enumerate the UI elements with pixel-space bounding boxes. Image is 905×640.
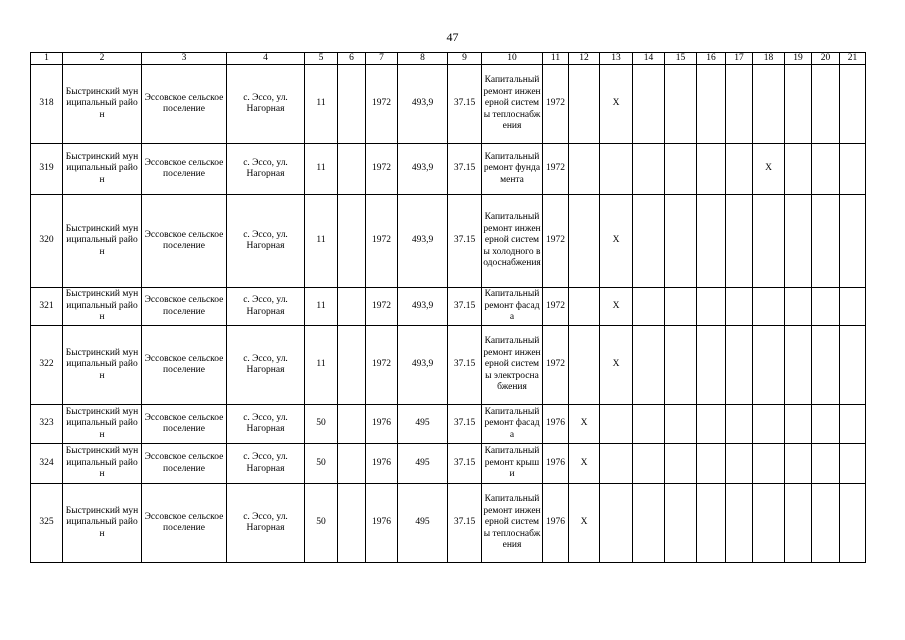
mark-cell-col21: [840, 195, 866, 288]
mark-cell-col19: [785, 326, 812, 405]
col11-cell: 1972: [543, 65, 569, 144]
mark-cell-col15: [665, 484, 697, 563]
col9-cell: 37.15: [448, 326, 482, 405]
row-number: 321: [31, 288, 63, 326]
col5-cell: 50: [305, 484, 338, 563]
mark-cell-col18: [753, 484, 785, 563]
mark-cell-col16: [697, 484, 726, 563]
col9-cell: 37.15: [448, 65, 482, 144]
mark-cell-col19: [785, 65, 812, 144]
col6-cell: [338, 195, 366, 288]
mark-cell-col20: [812, 195, 840, 288]
area-cell: 493,9: [398, 326, 448, 405]
column-header-1: 1: [31, 53, 63, 65]
table-row: [31, 444, 866, 484]
mark-cell-col14: [633, 405, 665, 444]
row-number: 323: [31, 405, 63, 444]
mark-cell-col13: [600, 484, 633, 563]
address-cell: с. Эссо, ул. Нагорная: [227, 288, 305, 326]
col9-cell: 37.15: [448, 405, 482, 444]
mark-cell-col18: [753, 65, 785, 144]
column-header-14: 14: [633, 53, 665, 65]
mark-cell-col12: X: [569, 444, 600, 484]
address-cell: с. Эссо, ул. Нагорная: [227, 195, 305, 288]
mark-cell-col13: X: [600, 195, 633, 288]
district-cell: Быстринский муниципальный район: [63, 144, 142, 195]
col9-cell: 37.15: [448, 484, 482, 563]
work-type-cell: Капитальный ремонт инженерной системы теплоснабжения: [482, 484, 543, 563]
mark-cell-col13: X: [600, 288, 633, 326]
area-cell: 493,9: [398, 195, 448, 288]
mark-cell-col13: [600, 444, 633, 484]
work-type-cell: Капитальный ремонт инженерной системы холодного водоснабжения: [482, 195, 543, 288]
work-type-cell: Капитальный ремонт фундамента: [482, 144, 543, 195]
mark-cell-col17: [726, 405, 753, 444]
mark-cell-col12: [569, 326, 600, 405]
row-number: 320: [31, 195, 63, 288]
column-header-12: 12: [569, 53, 600, 65]
col6-cell: [338, 326, 366, 405]
area-cell: 495: [398, 444, 448, 484]
mark-cell-col18: [753, 405, 785, 444]
mark-cell-col21: [840, 65, 866, 144]
column-header-20: 20: [812, 53, 840, 65]
column-header-18: 18: [753, 53, 785, 65]
col5-cell: 11: [305, 195, 338, 288]
mark-cell-col20: [812, 405, 840, 444]
page-number: 47: [446, 30, 459, 44]
column-header-21: 21: [840, 53, 866, 65]
mark-cell-col12: X: [569, 484, 600, 563]
column-header-10: 10: [482, 53, 543, 65]
col6-cell: [338, 484, 366, 563]
column-header-5: 5: [305, 53, 338, 65]
mark-cell-col18: X: [753, 144, 785, 195]
mark-cell-col14: [633, 195, 665, 288]
table-row: [31, 288, 866, 326]
col9-cell: 37.15: [448, 444, 482, 484]
year-cell: 1976: [366, 444, 398, 484]
area-cell: 495: [398, 405, 448, 444]
col11-cell: 1976: [543, 484, 569, 563]
row-number: 319: [31, 144, 63, 195]
mark-cell-col21: [840, 326, 866, 405]
column-header-7: 7: [366, 53, 398, 65]
mark-cell-col14: [633, 65, 665, 144]
mark-cell-col16: [697, 288, 726, 326]
column-header-17: 17: [726, 53, 753, 65]
mark-cell-col16: [697, 326, 726, 405]
mark-cell-col16: [697, 65, 726, 144]
column-header-15: 15: [665, 53, 697, 65]
mark-cell-col12: [569, 195, 600, 288]
column-header-11: 11: [543, 53, 569, 65]
row-number: 318: [31, 65, 63, 144]
mark-cell-col18: [753, 288, 785, 326]
mark-cell-col21: [840, 144, 866, 195]
mark-cell-col14: [633, 484, 665, 563]
mark-cell-col19: [785, 405, 812, 444]
mark-cell-col13: X: [600, 326, 633, 405]
column-header-19: 19: [785, 53, 812, 65]
table-row: [31, 65, 866, 144]
work-type-cell: Капитальный ремонт инженерной системы теплоснабжения: [482, 65, 543, 144]
mark-cell-col14: [633, 144, 665, 195]
row-number: 322: [31, 326, 63, 405]
col6-cell: [338, 405, 366, 444]
mark-cell-col18: [753, 326, 785, 405]
work-type-cell: Капитальный ремонт крыши: [482, 444, 543, 484]
row-number: 325: [31, 484, 63, 563]
mark-cell-col19: [785, 144, 812, 195]
year-cell: 1972: [366, 144, 398, 195]
district-cell: Быстринский муниципальный район: [63, 195, 142, 288]
mark-cell-col19: [785, 484, 812, 563]
col9-cell: 37.15: [448, 288, 482, 326]
mark-cell-col18: [753, 444, 785, 484]
mark-cell-col20: [812, 144, 840, 195]
column-header-13: 13: [600, 53, 633, 65]
col5-cell: 50: [305, 444, 338, 484]
mark-cell-col17: [726, 444, 753, 484]
header-row: [31, 53, 866, 65]
district-cell: Быстринский муниципальный район: [63, 484, 142, 563]
mark-cell-col19: [785, 444, 812, 484]
mark-cell-col12: [569, 288, 600, 326]
mark-cell-col21: [840, 484, 866, 563]
area-cell: 493,9: [398, 65, 448, 144]
mark-cell-col15: [665, 288, 697, 326]
col6-cell: [338, 144, 366, 195]
year-cell: 1976: [366, 484, 398, 563]
column-header-6: 6: [338, 53, 366, 65]
district-cell: Быстринский муниципальный район: [63, 326, 142, 405]
mark-cell-col13: [600, 144, 633, 195]
mark-cell-col14: [633, 288, 665, 326]
mark-cell-col21: [840, 444, 866, 484]
mark-cell-col14: [633, 444, 665, 484]
mark-cell-col17: [726, 195, 753, 288]
settlement-cell: Эссовское сельское поселение: [142, 65, 227, 144]
area-cell: 493,9: [398, 288, 448, 326]
col5-cell: 11: [305, 326, 338, 405]
mark-cell-col15: [665, 144, 697, 195]
mark-cell-col13: [600, 405, 633, 444]
mark-cell-col15: [665, 195, 697, 288]
year-cell: 1976: [366, 405, 398, 444]
col5-cell: 11: [305, 144, 338, 195]
work-type-cell: Капитальный ремонт инженерной системы электроснабжения: [482, 326, 543, 405]
col11-cell: 1972: [543, 326, 569, 405]
mark-cell-col20: [812, 65, 840, 144]
mark-cell-col19: [785, 195, 812, 288]
mark-cell-col18: [753, 195, 785, 288]
settlement-cell: Эссовское сельское поселение: [142, 444, 227, 484]
row-number: 324: [31, 444, 63, 484]
table-row: [31, 326, 866, 405]
mark-cell-col17: [726, 288, 753, 326]
year-cell: 1972: [366, 326, 398, 405]
mark-cell-col14: [633, 326, 665, 405]
address-cell: с. Эссо, ул. Нагорная: [227, 144, 305, 195]
settlement-cell: Эссовское сельское поселение: [142, 288, 227, 326]
mark-cell-col20: [812, 444, 840, 484]
column-header-3: 3: [142, 53, 227, 65]
address-cell: с. Эссо, ул. Нагорная: [227, 484, 305, 563]
mark-cell-col13: X: [600, 65, 633, 144]
mark-cell-col20: [812, 484, 840, 563]
mark-cell-col17: [726, 65, 753, 144]
address-cell: с. Эссо, ул. Нагорная: [227, 65, 305, 144]
mark-cell-col17: [726, 144, 753, 195]
mark-cell-col17: [726, 484, 753, 563]
mark-cell-col12: X: [569, 405, 600, 444]
col6-cell: [338, 444, 366, 484]
repair-schedule-table: [30, 52, 866, 563]
mark-cell-col16: [697, 144, 726, 195]
col11-cell: 1972: [543, 144, 569, 195]
area-cell: 495: [398, 484, 448, 563]
mark-cell-col21: [840, 288, 866, 326]
column-header-2: 2: [63, 53, 142, 65]
col9-cell: 37.15: [448, 144, 482, 195]
address-cell: с. Эссо, ул. Нагорная: [227, 444, 305, 484]
year-cell: 1972: [366, 65, 398, 144]
column-header-16: 16: [697, 53, 726, 65]
col6-cell: [338, 288, 366, 326]
col11-cell: 1976: [543, 444, 569, 484]
col5-cell: 50: [305, 405, 338, 444]
mark-cell-col20: [812, 288, 840, 326]
col11-cell: 1972: [543, 195, 569, 288]
mark-cell-col16: [697, 405, 726, 444]
work-type-cell: Капитальный ремонт фасада: [482, 405, 543, 444]
col11-cell: 1976: [543, 405, 569, 444]
mark-cell-col12: [569, 144, 600, 195]
year-cell: 1972: [366, 288, 398, 326]
address-cell: с. Эссо, ул. Нагорная: [227, 405, 305, 444]
year-cell: 1972: [366, 195, 398, 288]
mark-cell-col15: [665, 444, 697, 484]
table-row: [31, 195, 866, 288]
mark-cell-col15: [665, 326, 697, 405]
column-header-4: 4: [227, 53, 305, 65]
col9-cell: 37.15: [448, 195, 482, 288]
mark-cell-col15: [665, 65, 697, 144]
mark-cell-col17: [726, 326, 753, 405]
district-cell: Быстринский муниципальный район: [63, 405, 142, 444]
area-cell: 493,9: [398, 144, 448, 195]
mark-cell-col19: [785, 288, 812, 326]
col6-cell: [338, 65, 366, 144]
column-header-8: 8: [398, 53, 448, 65]
district-cell: Быстринский муниципальный район: [63, 444, 142, 484]
col5-cell: 11: [305, 65, 338, 144]
mark-cell-col21: [840, 405, 866, 444]
col5-cell: 11: [305, 288, 338, 326]
settlement-cell: Эссовское сельское поселение: [142, 484, 227, 563]
address-cell: с. Эссо, ул. Нагорная: [227, 326, 305, 405]
mark-cell-col16: [697, 444, 726, 484]
table-row: [31, 144, 866, 195]
district-cell: Быстринский муниципальный район: [63, 65, 142, 144]
mark-cell-col15: [665, 405, 697, 444]
table-row: [31, 405, 866, 444]
mark-cell-col16: [697, 195, 726, 288]
settlement-cell: Эссовское сельское поселение: [142, 195, 227, 288]
settlement-cell: Эссовское сельское поселение: [142, 405, 227, 444]
column-header-9: 9: [448, 53, 482, 65]
mark-cell-col20: [812, 326, 840, 405]
settlement-cell: Эссовское сельское поселение: [142, 326, 227, 405]
table-row: [31, 484, 866, 563]
district-cell: Быстринский муниципальный район: [63, 288, 142, 326]
mark-cell-col12: [569, 65, 600, 144]
col11-cell: 1972: [543, 288, 569, 326]
settlement-cell: Эссовское сельское поселение: [142, 144, 227, 195]
work-type-cell: Капитальный ремонт фасада: [482, 288, 543, 326]
